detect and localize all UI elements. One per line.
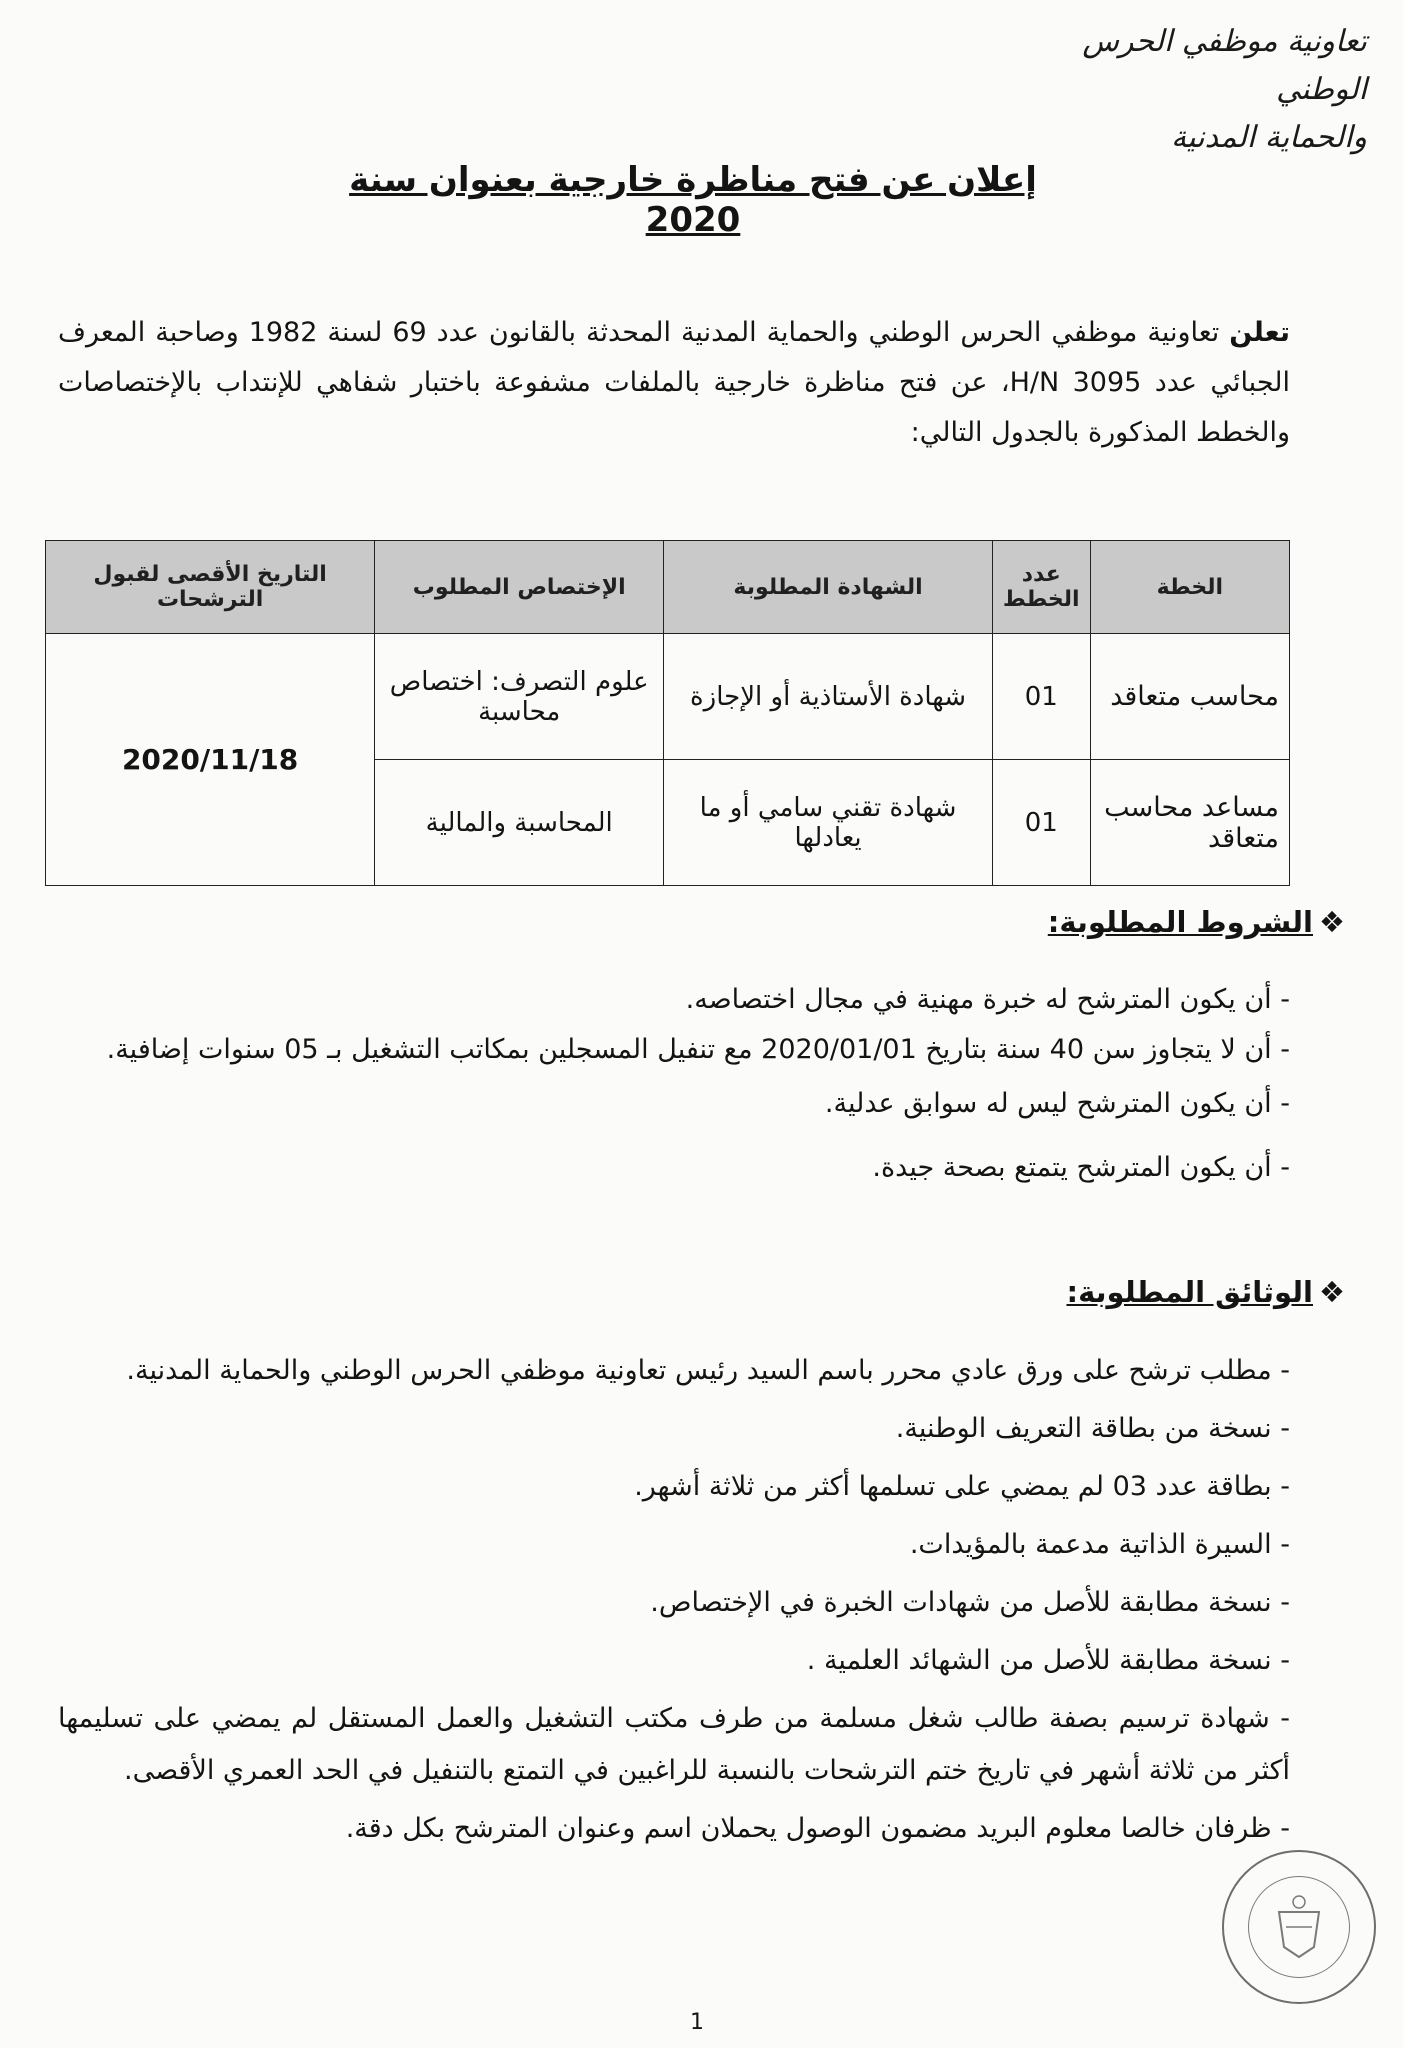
- list-item: - أن لا يتجاوز سن 40 سنة بتاريخ 2020/01/01 مع تنفيل المسجلين بمكاتب التشغيل بـ 05 سنوات إضافية.: [106, 1034, 1290, 1065]
- list-item: - مطلب ترشح على ورق عادي محرر باسم السيد رئيس تعاونية موظفي الحرس الوطني والحماية المدنية.: [126, 1355, 1290, 1386]
- cell-deadline: 2020/11/18: [46, 634, 375, 886]
- cell-count: 01: [992, 634, 1090, 760]
- header-specialty: الإختصاص المطلوب: [375, 541, 664, 634]
- organization-header: [1037, 18, 1367, 162]
- official-stamp-icon: [1222, 1850, 1376, 2004]
- table-row: [46, 634, 1290, 760]
- documents-heading-text: الوثائق المطلوبة:: [1066, 1275, 1313, 1309]
- header-position: الخطة: [1090, 541, 1289, 634]
- list-item: - نسخة مطابقة للأصل من شهادات الخبرة في الإختصاص.: [650, 1587, 1290, 1618]
- list-item: - نسخة من بطاقة التعريف الوطنية.: [895, 1413, 1290, 1444]
- cell-position: مساعد محاسب متعاقد: [1090, 760, 1289, 886]
- conditions-list: [58, 975, 1290, 1193]
- list-item: - أن يكون المترشح يتمتع بصحة جيدة.: [872, 1152, 1290, 1183]
- conditions-heading-text: الشروط المطلوبة:: [1047, 905, 1313, 939]
- stamp-emblem-icon: [1224, 1852, 1374, 2002]
- cell-specialty: المحاسبة والمالية: [375, 760, 664, 886]
- cell-degree: شهادة الأستاذية أو الإجازة: [664, 634, 993, 760]
- list-item: - أن يكون المترشح ليس له سوابق عدلية.: [824, 1088, 1290, 1119]
- header-degree: الشهادة المطلوبة: [664, 541, 993, 634]
- documents-heading: [1066, 1275, 1345, 1309]
- org-header-line-2: والحماية المدنية: [1171, 120, 1367, 155]
- cell-degree: شهادة تقني سامي أو ما يعادلها: [664, 760, 993, 886]
- header-count: عدد الخطط: [992, 541, 1090, 634]
- table-header-row: [46, 541, 1290, 634]
- bullet-star-icon: ❖: [1319, 905, 1345, 939]
- cell-specialty: علوم التصرف: اختصاص محاسبة: [375, 634, 664, 760]
- org-header-line-1: تعاونية موظفي الحرس الوطني: [1082, 24, 1367, 107]
- documents-list: [58, 1345, 1290, 1855]
- list-item: - شهادة ترسيم بصفة طالب شغل مسلمة من طرف مكتب التشغيل والعمل المستقل لم يمضي على تسليمها أكثر من ثلاثة أشهر في تاريخ ختم الترشحات بالنسبة للراغبين في التمتع بالتنفيل في الحد العمري الأقصى.: [58, 1703, 1290, 1786]
- intro-bold-word: تعلن: [1229, 317, 1290, 348]
- list-item: - ظرفان خالصا معلوم البريد مضمون الوصول يحملان اسم وعنوان المترشح بكل دقة.: [345, 1813, 1290, 1844]
- positions-table: [45, 540, 1290, 886]
- page-number: 1: [690, 2010, 704, 2035]
- page-title: إعلان عن فتح مناظرة خارجية بعنوان سنة 2020: [349, 160, 1037, 240]
- list-item: - نسخة مطابقة للأصل من الشهائد العلمية .: [806, 1645, 1290, 1676]
- list-item: - السيرة الذاتية مدعمة بالمؤيدات.: [909, 1529, 1290, 1560]
- cell-position: محاسب متعاقد: [1090, 634, 1289, 760]
- list-item: - أن يكون المترشح له خبرة مهنية في مجال اختصاصه.: [685, 984, 1290, 1015]
- intro-text: تعاونية موظفي الحرس الوطني والحماية المدنية المحدثة بالقانون عدد 69 لسنة 1982 وصاحبة المعرف الجبائي عدد 3095 H/N، عن فتح مناظرة خارجية بالملفات مشفوعة باختبار شفاهي للإنتداب بالإختصاصات والخطط المذكورة بالجدول التالي:: [58, 317, 1290, 448]
- conditions-heading: [1048, 905, 1345, 939]
- header-deadline: التاريخ الأقصى لقبول الترشحات: [46, 541, 375, 634]
- cell-count: 01: [992, 760, 1090, 886]
- bullet-star-icon: ❖: [1319, 1275, 1345, 1309]
- intro-paragraph: [58, 308, 1290, 458]
- list-item: - بطاقة عدد 03 لم يمضي على تسلمها أكثر من ثلاثة أشهر.: [634, 1471, 1290, 1502]
